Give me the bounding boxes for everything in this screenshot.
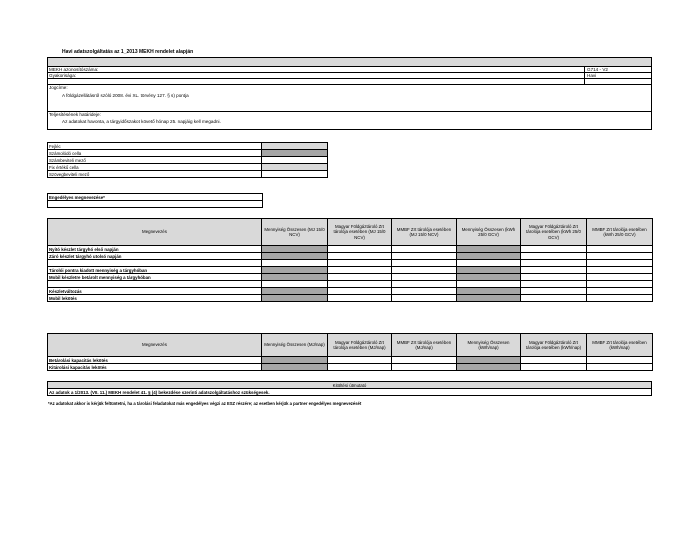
deadline-text: Az adatokat havonta, a tárgyidőszakot követő hónap 25. napjáig kell megadni.	[62, 119, 221, 124]
input-cell[interactable]	[587, 253, 653, 260]
legal-basis-text: A földgázellátásról szóló 2008. évi XL. törvény 127. § s) pontja	[62, 93, 189, 98]
input-cell[interactable]	[521, 364, 587, 371]
stock-table-header	[48, 219, 653, 246]
legend-row	[48, 150, 328, 157]
deadline-label: Teljesítésének határideje:	[49, 112, 101, 117]
legend-row	[48, 171, 328, 178]
table-row	[48, 295, 653, 302]
input-cell[interactable]	[392, 267, 457, 274]
col-header: MMBF Zrt tárolója esetében (kWh/nap)	[587, 334, 653, 357]
table-row-blank	[48, 281, 653, 288]
input-cell[interactable]	[328, 274, 392, 281]
guide-line-1: Az adatok a 1/2013. (VII. 11.) MEKH rendelet 41. § (4) bekezdése szerinti adatszolgáltatáshoz szükségesek.	[48, 389, 652, 396]
input-cell[interactable]	[392, 357, 457, 364]
col-header: MMBF Zrt tárolója esetében (MJ/nap)	[392, 334, 457, 357]
calc-cell	[262, 274, 328, 281]
guide-table	[47, 381, 652, 396]
row-label: Nyitó készlet tárgyhó első napján	[48, 246, 262, 253]
legend-row	[48, 157, 328, 164]
legend-label: Fejléc	[48, 143, 262, 150]
legend-label: Szövegbeviteli mező	[48, 171, 262, 178]
legend-row	[48, 164, 328, 171]
input-cell[interactable]	[328, 295, 392, 302]
calc-cell	[457, 267, 521, 274]
input-cell[interactable]	[328, 288, 392, 295]
legend-label: Számbeviteli mező	[48, 157, 262, 164]
row-label: Záró készlet tárgyhó utolsó napján	[48, 253, 262, 260]
input-cell[interactable]	[521, 253, 587, 260]
col-header: Mennyiség Összesen (MJ 15/0 NCV)	[262, 219, 328, 246]
col-header: Megnevezés	[48, 334, 262, 357]
input-cell[interactable]	[392, 288, 457, 295]
row-label	[48, 281, 262, 288]
permit-label: Engedélyes megnevezése*	[48, 194, 263, 201]
legend-swatch[interactable]	[262, 171, 328, 178]
table-row	[48, 253, 653, 260]
row-label: Mobil lekötés	[48, 295, 262, 302]
input-cell[interactable]	[587, 357, 653, 364]
calc-cell	[457, 364, 521, 371]
input-cell[interactable]	[328, 364, 392, 371]
input-cell[interactable]	[521, 246, 587, 253]
col-header: MMBF Zrt tárolója esetében (kWh 25/0 GCV)	[587, 219, 653, 246]
input-cell[interactable]	[587, 295, 653, 302]
row-label: Kitárolási kapacitás lekötés	[48, 364, 262, 371]
legend-table	[47, 142, 328, 178]
guide-title: Kitöltési útmutató	[48, 382, 652, 389]
guide-line-2: *Az adatokat akkor is kérjük feltüntetni, ha a tárolási feladatokat más engedélyes végzi az ESZ részére; az esetben kérjük a partner engedélyes megnevezését	[48, 401, 362, 406]
legend-swatch	[262, 143, 328, 150]
col-header: Magyar Földgáztároló Zrt tárolója esetében (MJ/nap)	[328, 334, 392, 357]
input-cell[interactable]	[328, 246, 392, 253]
table-row	[48, 246, 653, 253]
row-label: Betárolási kapacitás lekötés	[48, 357, 262, 364]
legend-swatch	[262, 150, 328, 157]
calc-cell	[262, 288, 328, 295]
input-cell[interactable]	[392, 246, 457, 253]
legal-basis-label: Jogcíme:	[49, 85, 68, 90]
input-cell[interactable]	[392, 295, 457, 302]
input-cell[interactable]	[521, 295, 587, 302]
input-cell[interactable]	[521, 288, 587, 295]
table-row	[48, 357, 653, 364]
calc-cell	[457, 274, 521, 281]
stock-table	[47, 218, 653, 302]
input-cell[interactable]	[392, 274, 457, 281]
frequency-label: Gyakorisága:	[49, 73, 77, 78]
col-header: Magyar Földgáztároló Zrt tárolója esetében (kWh/nap)	[521, 334, 587, 357]
capacity-table-header	[48, 334, 653, 357]
row-label: Készletváltozás	[48, 288, 262, 295]
permit-input[interactable]	[48, 201, 263, 208]
input-cell[interactable]	[587, 246, 653, 253]
calc-cell	[262, 357, 328, 364]
col-header: Mennyiség Összesen (kWh/nap)	[457, 334, 521, 357]
input-cell[interactable]	[521, 274, 587, 281]
calc-cell	[457, 295, 521, 302]
input-cell[interactable]	[587, 267, 653, 274]
table-row	[48, 274, 653, 281]
row-label: Mobil készletre betárolt mennyiség a tárgyhóban	[48, 274, 262, 281]
input-cell[interactable]	[521, 357, 587, 364]
calc-cell	[457, 357, 521, 364]
mekh-id-value: G714 - V2	[587, 67, 608, 72]
input-cell[interactable]	[587, 274, 653, 281]
calc-cell	[457, 253, 521, 260]
permit-table	[47, 193, 263, 208]
calc-cell	[262, 246, 328, 253]
table-row	[48, 364, 653, 371]
page-title: Havi adatszolgáltatás az 1_2013 MEKH rendelet alapján	[62, 49, 194, 55]
calc-cell	[262, 253, 328, 260]
table-row	[48, 288, 653, 295]
col-header: Magyar Földgáztároló Zrt tárolója esetében (MJ 15/0 NCV)	[328, 219, 392, 246]
row-label	[48, 260, 262, 267]
legend-label: Számolódó cella	[48, 150, 262, 157]
input-cell[interactable]	[328, 253, 392, 260]
mekh-id-label: MEKH azonosítószáma:	[49, 67, 99, 72]
calc-cell	[262, 295, 328, 302]
legend-swatch	[262, 164, 328, 171]
row-label: Tárolói pontra kiadott mennyiség a tárgyhóban	[48, 267, 262, 274]
legend-swatch[interactable]	[262, 157, 328, 164]
col-header: Mennyiség Összesen (MJ/nap)	[262, 334, 328, 357]
calc-cell	[262, 267, 328, 274]
calc-cell	[262, 364, 328, 371]
col-header: Magyar Földgáztároló Zrt tárolója esetében (kWh 25/0 GCV)	[521, 219, 587, 246]
input-cell[interactable]	[587, 288, 653, 295]
calc-cell	[457, 246, 521, 253]
table-row-blank	[48, 260, 653, 267]
table-row	[48, 267, 653, 274]
input-cell[interactable]	[328, 267, 392, 274]
frequency-value: Havi	[587, 73, 597, 78]
input-cell[interactable]	[392, 253, 457, 260]
legend-label: Fix értékű cella	[48, 164, 262, 171]
col-header: Mennyiség Összesen (kWh 25/0 GCV)	[457, 219, 521, 246]
col-header: Megnevezés	[48, 219, 262, 246]
input-cell[interactable]	[392, 364, 457, 371]
input-cell[interactable]	[587, 364, 653, 371]
calc-cell	[457, 288, 521, 295]
input-cell[interactable]	[521, 267, 587, 274]
col-header: MMBF Zrt tárolója esetében (MJ 15/0 NCV)	[392, 219, 457, 246]
legend-row	[48, 143, 328, 150]
capacity-table	[47, 333, 653, 371]
input-cell[interactable]	[328, 357, 392, 364]
